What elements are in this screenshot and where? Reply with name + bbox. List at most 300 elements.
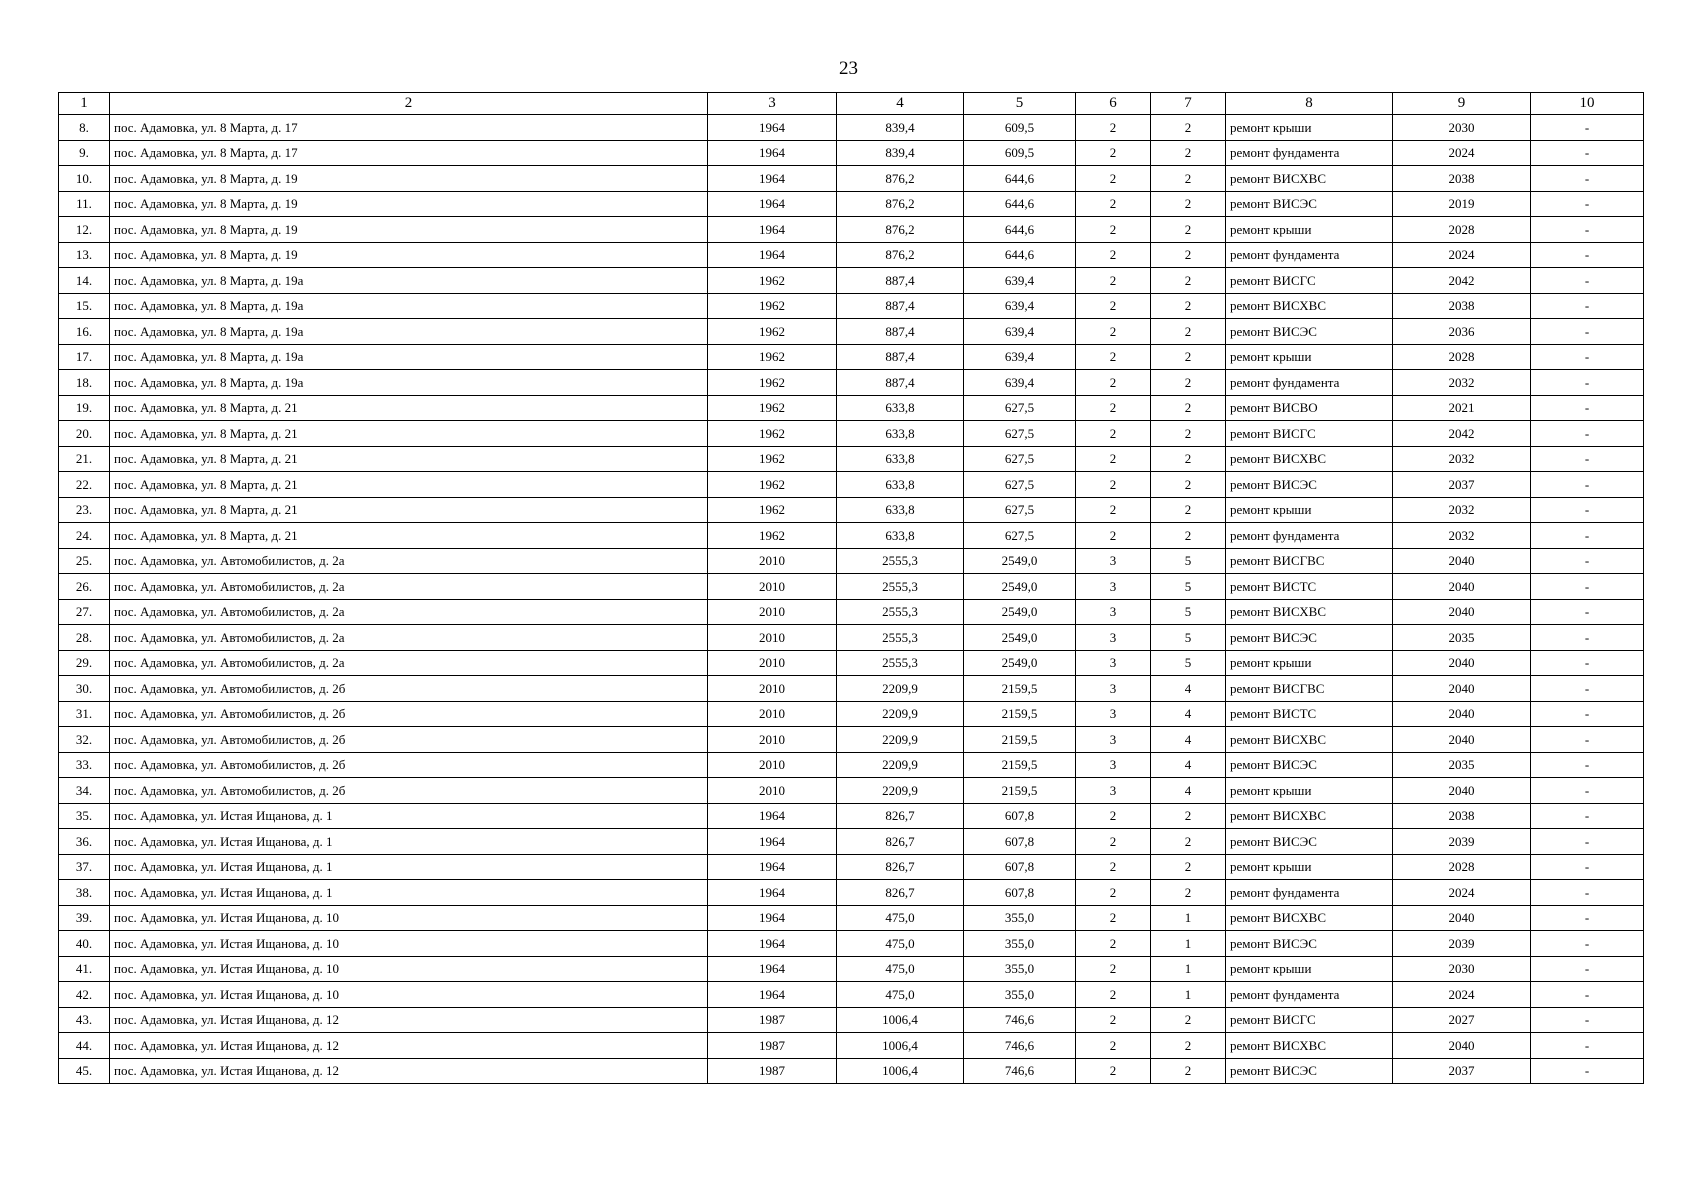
cell-work-type: ремонт фундамента <box>1226 523 1393 549</box>
cell-living-area: 607,8 <box>964 829 1076 855</box>
cell-living-area: 355,0 <box>964 931 1076 957</box>
cell-living-area: 644,6 <box>964 242 1076 268</box>
cell-entrances: 5 <box>1151 574 1226 600</box>
cell-address: пос. Адамовка, ул. 8 Марта, д. 19а <box>110 344 708 370</box>
cell-total-area: 475,0 <box>837 956 964 982</box>
cell-work-type: ремонт ВИСХВС <box>1226 166 1393 192</box>
cell-floors: 3 <box>1076 727 1151 753</box>
cell-planned-year: 2038 <box>1393 293 1531 319</box>
cell-floors: 2 <box>1076 803 1151 829</box>
cell-planned-year: 2042 <box>1393 268 1531 294</box>
column-header: 1 <box>59 93 110 115</box>
cell-total-area: 475,0 <box>837 931 964 957</box>
cell-floors: 2 <box>1076 982 1151 1008</box>
cell-work-type: ремонт фундамента <box>1226 982 1393 1008</box>
cell-row-number: 13. <box>59 242 110 268</box>
table-row <box>59 344 1644 370</box>
cell-entrances: 2 <box>1151 268 1226 294</box>
cell-row-number: 10. <box>59 166 110 192</box>
cell-planned-year: 2028 <box>1393 344 1531 370</box>
cell-note: - <box>1531 319 1644 345</box>
cell-row-number: 15. <box>59 293 110 319</box>
cell-floors: 3 <box>1076 650 1151 676</box>
cell-planned-year: 2040 <box>1393 1033 1531 1059</box>
cell-note: - <box>1531 931 1644 957</box>
cell-year-built: 1964 <box>708 217 837 243</box>
table-row <box>59 931 1644 957</box>
cell-row-number: 39. <box>59 905 110 931</box>
cell-living-area: 355,0 <box>964 956 1076 982</box>
table-row <box>59 982 1644 1008</box>
cell-total-area: 887,4 <box>837 293 964 319</box>
cell-note: - <box>1531 446 1644 472</box>
cell-total-area: 475,0 <box>837 982 964 1008</box>
cell-address: пос. Адамовка, ул. Истая Ищанова, д. 12 <box>110 1007 708 1033</box>
table-row <box>59 650 1644 676</box>
cell-total-area: 887,4 <box>837 319 964 345</box>
cell-work-type: ремонт ВИСГС <box>1226 268 1393 294</box>
table-row <box>59 676 1644 702</box>
cell-address: пос. Адамовка, ул. Истая Ищанова, д. 1 <box>110 880 708 906</box>
cell-entrances: 4 <box>1151 752 1226 778</box>
cell-address: пос. Адамовка, ул. 8 Марта, д. 19 <box>110 217 708 243</box>
cell-year-built: 1962 <box>708 446 837 472</box>
column-header: 10 <box>1531 93 1644 115</box>
cell-planned-year: 2039 <box>1393 829 1531 855</box>
cell-year-built: 1962 <box>708 319 837 345</box>
cell-row-number: 40. <box>59 931 110 957</box>
cell-living-area: 607,8 <box>964 803 1076 829</box>
cell-work-type: ремонт крыши <box>1226 115 1393 141</box>
table-row <box>59 829 1644 855</box>
cell-living-area: 609,5 <box>964 140 1076 166</box>
cell-planned-year: 2024 <box>1393 880 1531 906</box>
cell-planned-year: 2024 <box>1393 242 1531 268</box>
cell-entrances: 2 <box>1151 115 1226 141</box>
cell-note: - <box>1531 752 1644 778</box>
cell-row-number: 31. <box>59 701 110 727</box>
cell-planned-year: 2040 <box>1393 727 1531 753</box>
cell-total-area: 633,8 <box>837 497 964 523</box>
cell-row-number: 35. <box>59 803 110 829</box>
cell-work-type: ремонт фундамента <box>1226 140 1393 166</box>
table-row <box>59 166 1644 192</box>
cell-note: - <box>1531 574 1644 600</box>
table-body <box>59 115 1644 1084</box>
cell-note: - <box>1531 344 1644 370</box>
cell-row-number: 22. <box>59 472 110 498</box>
cell-year-built: 1964 <box>708 191 837 217</box>
cell-entrances: 2 <box>1151 293 1226 319</box>
cell-floors: 2 <box>1076 140 1151 166</box>
cell-planned-year: 2040 <box>1393 905 1531 931</box>
cell-total-area: 2555,3 <box>837 599 964 625</box>
cell-living-area: 2159,5 <box>964 752 1076 778</box>
cell-address: пос. Адамовка, ул. 8 Марта, д. 21 <box>110 497 708 523</box>
cell-row-number: 8. <box>59 115 110 141</box>
cell-floors: 2 <box>1076 854 1151 880</box>
column-header: 8 <box>1226 93 1393 115</box>
cell-address: пос. Адамовка, ул. Истая Ищанова, д. 1 <box>110 803 708 829</box>
cell-address: пос. Адамовка, ул. 8 Марта, д. 19 <box>110 166 708 192</box>
cell-planned-year: 2036 <box>1393 319 1531 345</box>
column-header: 7 <box>1151 93 1226 115</box>
cell-planned-year: 2021 <box>1393 395 1531 421</box>
cell-work-type: ремонт ВИСЭС <box>1226 191 1393 217</box>
table-row <box>59 1058 1644 1084</box>
cell-living-area: 627,5 <box>964 446 1076 472</box>
cell-work-type: ремонт ВИСХВС <box>1226 905 1393 931</box>
table-row <box>59 140 1644 166</box>
cell-note: - <box>1531 115 1644 141</box>
cell-floors: 2 <box>1076 1007 1151 1033</box>
cell-address: пос. Адамовка, ул. Истая Ищанова, д. 10 <box>110 931 708 957</box>
cell-address: пос. Адамовка, ул. Истая Ищанова, д. 1 <box>110 854 708 880</box>
cell-entrances: 2 <box>1151 803 1226 829</box>
table-row <box>59 293 1644 319</box>
cell-living-area: 607,8 <box>964 854 1076 880</box>
cell-address: пос. Адамовка, ул. 8 Марта, д. 21 <box>110 421 708 447</box>
cell-year-built: 1964 <box>708 166 837 192</box>
cell-address: пос. Адамовка, ул. 8 Марта, д. 17 <box>110 140 708 166</box>
cell-floors: 2 <box>1076 370 1151 396</box>
cell-note: - <box>1531 625 1644 651</box>
cell-note: - <box>1531 982 1644 1008</box>
header-row <box>59 93 1644 115</box>
cell-planned-year: 2037 <box>1393 472 1531 498</box>
cell-total-area: 1006,4 <box>837 1033 964 1059</box>
cell-year-built: 2010 <box>708 574 837 600</box>
cell-total-area: 826,7 <box>837 854 964 880</box>
table-row <box>59 548 1644 574</box>
cell-planned-year: 2037 <box>1393 1058 1531 1084</box>
cell-note: - <box>1531 140 1644 166</box>
cell-address: пос. Адамовка, ул. 8 Марта, д. 17 <box>110 115 708 141</box>
cell-year-built: 2010 <box>708 676 837 702</box>
cell-entrances: 5 <box>1151 625 1226 651</box>
cell-note: - <box>1531 242 1644 268</box>
cell-planned-year: 2028 <box>1393 854 1531 880</box>
cell-total-area: 2209,9 <box>837 778 964 804</box>
table-row <box>59 242 1644 268</box>
cell-floors: 3 <box>1076 701 1151 727</box>
cell-total-area: 887,4 <box>837 344 964 370</box>
table-row <box>59 115 1644 141</box>
repair-schedule-table <box>58 92 1644 1084</box>
cell-row-number: 14. <box>59 268 110 294</box>
cell-total-area: 633,8 <box>837 472 964 498</box>
cell-planned-year: 2038 <box>1393 803 1531 829</box>
cell-entrances: 5 <box>1151 650 1226 676</box>
cell-work-type: ремонт ВИСГВС <box>1226 548 1393 574</box>
table-row <box>59 880 1644 906</box>
cell-year-built: 1964 <box>708 880 837 906</box>
cell-planned-year: 2032 <box>1393 370 1531 396</box>
cell-entrances: 2 <box>1151 421 1226 447</box>
cell-year-built: 2010 <box>708 599 837 625</box>
table-row <box>59 752 1644 778</box>
cell-note: - <box>1531 727 1644 753</box>
cell-entrances: 2 <box>1151 1033 1226 1059</box>
cell-work-type: ремонт ВИСХВС <box>1226 1033 1393 1059</box>
cell-total-area: 826,7 <box>837 803 964 829</box>
cell-work-type: ремонт ВИСЭС <box>1226 1058 1393 1084</box>
cell-address: пос. Адамовка, ул. 8 Марта, д. 21 <box>110 446 708 472</box>
cell-note: - <box>1531 829 1644 855</box>
cell-year-built: 2010 <box>708 727 837 753</box>
cell-work-type: ремонт ВИСГС <box>1226 1007 1393 1033</box>
cell-total-area: 839,4 <box>837 140 964 166</box>
cell-note: - <box>1531 854 1644 880</box>
cell-year-built: 1964 <box>708 115 837 141</box>
cell-planned-year: 2040 <box>1393 676 1531 702</box>
cell-total-area: 633,8 <box>837 421 964 447</box>
cell-address: пос. Адамовка, ул. 8 Марта, д. 19а <box>110 293 708 319</box>
cell-living-area: 355,0 <box>964 982 1076 1008</box>
cell-address: пос. Адамовка, ул. Истая Ищанова, д. 12 <box>110 1058 708 1084</box>
cell-living-area: 644,6 <box>964 217 1076 243</box>
cell-planned-year: 2040 <box>1393 599 1531 625</box>
cell-living-area: 2159,5 <box>964 701 1076 727</box>
cell-year-built: 1964 <box>708 931 837 957</box>
cell-living-area: 2549,0 <box>964 625 1076 651</box>
table-row <box>59 191 1644 217</box>
cell-entrances: 2 <box>1151 242 1226 268</box>
cell-entrances: 5 <box>1151 599 1226 625</box>
cell-year-built: 2010 <box>708 752 837 778</box>
cell-living-area: 355,0 <box>964 905 1076 931</box>
cell-floors: 2 <box>1076 829 1151 855</box>
cell-work-type: ремонт ВИСЭС <box>1226 472 1393 498</box>
cell-entrances: 2 <box>1151 370 1226 396</box>
cell-row-number: 27. <box>59 599 110 625</box>
cell-address: пос. Адамовка, ул. 8 Марта, д. 19а <box>110 268 708 294</box>
cell-work-type: ремонт фундамента <box>1226 880 1393 906</box>
cell-entrances: 4 <box>1151 727 1226 753</box>
cell-entrances: 2 <box>1151 829 1226 855</box>
cell-planned-year: 2032 <box>1393 523 1531 549</box>
cell-address: пос. Адамовка, ул. Автомобилистов, д. 2а <box>110 574 708 600</box>
cell-entrances: 4 <box>1151 676 1226 702</box>
table-row <box>59 268 1644 294</box>
cell-floors: 2 <box>1076 395 1151 421</box>
cell-entrances: 2 <box>1151 217 1226 243</box>
cell-living-area: 627,5 <box>964 497 1076 523</box>
cell-year-built: 1964 <box>708 140 837 166</box>
cell-floors: 3 <box>1076 599 1151 625</box>
cell-row-number: 44. <box>59 1033 110 1059</box>
cell-living-area: 2159,5 <box>964 778 1076 804</box>
cell-address: пос. Адамовка, ул. 8 Марта, д. 21 <box>110 523 708 549</box>
cell-entrances: 4 <box>1151 778 1226 804</box>
cell-row-number: 26. <box>59 574 110 600</box>
cell-year-built: 1987 <box>708 1058 837 1084</box>
table-row <box>59 319 1644 345</box>
cell-row-number: 30. <box>59 676 110 702</box>
cell-address: пос. Адамовка, ул. Автомобилистов, д. 2а <box>110 650 708 676</box>
cell-entrances: 1 <box>1151 982 1226 1008</box>
cell-address: пос. Адамовка, ул. Автомобилистов, д. 2а <box>110 548 708 574</box>
cell-row-number: 19. <box>59 395 110 421</box>
cell-total-area: 876,2 <box>837 242 964 268</box>
cell-living-area: 639,4 <box>964 319 1076 345</box>
cell-entrances: 2 <box>1151 140 1226 166</box>
table-row <box>59 472 1644 498</box>
table-row <box>59 803 1644 829</box>
cell-living-area: 746,6 <box>964 1007 1076 1033</box>
cell-work-type: ремонт ВИСЭС <box>1226 931 1393 957</box>
cell-address: пос. Адамовка, ул. Истая Ищанова, д. 10 <box>110 905 708 931</box>
cell-row-number: 34. <box>59 778 110 804</box>
cell-note: - <box>1531 191 1644 217</box>
cell-floors: 2 <box>1076 191 1151 217</box>
cell-entrances: 2 <box>1151 1058 1226 1084</box>
cell-floors: 2 <box>1076 217 1151 243</box>
table-row <box>59 1033 1644 1059</box>
cell-total-area: 839,4 <box>837 115 964 141</box>
column-header: 3 <box>708 93 837 115</box>
cell-year-built: 2010 <box>708 548 837 574</box>
cell-planned-year: 2030 <box>1393 956 1531 982</box>
cell-work-type: ремонт крыши <box>1226 497 1393 523</box>
cell-floors: 2 <box>1076 446 1151 472</box>
cell-note: - <box>1531 599 1644 625</box>
cell-living-area: 2549,0 <box>964 599 1076 625</box>
cell-planned-year: 2024 <box>1393 982 1531 1008</box>
cell-total-area: 887,4 <box>837 370 964 396</box>
cell-entrances: 1 <box>1151 905 1226 931</box>
cell-living-area: 609,5 <box>964 115 1076 141</box>
cell-row-number: 17. <box>59 344 110 370</box>
column-header: 5 <box>964 93 1076 115</box>
cell-year-built: 1962 <box>708 395 837 421</box>
cell-living-area: 644,6 <box>964 191 1076 217</box>
cell-floors: 3 <box>1076 574 1151 600</box>
column-header: 4 <box>837 93 964 115</box>
cell-row-number: 37. <box>59 854 110 880</box>
cell-note: - <box>1531 880 1644 906</box>
cell-living-area: 746,6 <box>964 1058 1076 1084</box>
cell-note: - <box>1531 293 1644 319</box>
table-row <box>59 778 1644 804</box>
cell-note: - <box>1531 650 1644 676</box>
cell-note: - <box>1531 166 1644 192</box>
cell-planned-year: 2032 <box>1393 497 1531 523</box>
cell-living-area: 639,4 <box>964 370 1076 396</box>
cell-work-type: ремонт ВИСХВС <box>1226 803 1393 829</box>
cell-floors: 2 <box>1076 905 1151 931</box>
cell-year-built: 1964 <box>708 905 837 931</box>
cell-work-type: ремонт ВИСЭС <box>1226 829 1393 855</box>
cell-total-area: 2209,9 <box>837 727 964 753</box>
page-number: 23 <box>839 58 858 79</box>
cell-note: - <box>1531 472 1644 498</box>
cell-year-built: 1962 <box>708 421 837 447</box>
table-row <box>59 625 1644 651</box>
table-row <box>59 1007 1644 1033</box>
cell-work-type: ремонт ВИСТС <box>1226 701 1393 727</box>
cell-year-built: 1987 <box>708 1033 837 1059</box>
cell-year-built: 1964 <box>708 854 837 880</box>
cell-work-type: ремонт ВИСГВС <box>1226 676 1393 702</box>
cell-note: - <box>1531 370 1644 396</box>
cell-address: пос. Адамовка, ул. Автомобилистов, д. 2а <box>110 625 708 651</box>
cell-note: - <box>1531 676 1644 702</box>
cell-address: пос. Адамовка, ул. Истая Ищанова, д. 10 <box>110 982 708 1008</box>
cell-work-type: ремонт крыши <box>1226 778 1393 804</box>
column-header: 9 <box>1393 93 1531 115</box>
cell-row-number: 24. <box>59 523 110 549</box>
cell-row-number: 21. <box>59 446 110 472</box>
cell-entrances: 1 <box>1151 956 1226 982</box>
cell-note: - <box>1531 548 1644 574</box>
cell-note: - <box>1531 778 1644 804</box>
cell-floors: 3 <box>1076 778 1151 804</box>
cell-work-type: ремонт ВИСЭС <box>1226 319 1393 345</box>
cell-note: - <box>1531 803 1644 829</box>
cell-living-area: 2159,5 <box>964 727 1076 753</box>
cell-row-number: 28. <box>59 625 110 651</box>
cell-entrances: 2 <box>1151 523 1226 549</box>
table-row <box>59 497 1644 523</box>
cell-address: пос. Адамовка, ул. 8 Марта, д. 19 <box>110 242 708 268</box>
cell-entrances: 2 <box>1151 191 1226 217</box>
cell-row-number: 23. <box>59 497 110 523</box>
cell-note: - <box>1531 421 1644 447</box>
cell-total-area: 887,4 <box>837 268 964 294</box>
cell-note: - <box>1531 497 1644 523</box>
cell-year-built: 1962 <box>708 293 837 319</box>
cell-row-number: 12. <box>59 217 110 243</box>
cell-floors: 3 <box>1076 752 1151 778</box>
cell-living-area: 644,6 <box>964 166 1076 192</box>
table-row <box>59 523 1644 549</box>
cell-floors: 2 <box>1076 242 1151 268</box>
cell-entrances: 2 <box>1151 446 1226 472</box>
cell-entrances: 2 <box>1151 472 1226 498</box>
cell-address: пос. Адамовка, ул. Автомобилистов, д. 2б <box>110 752 708 778</box>
cell-year-built: 1962 <box>708 523 837 549</box>
table-row <box>59 854 1644 880</box>
cell-row-number: 20. <box>59 421 110 447</box>
cell-entrances: 4 <box>1151 701 1226 727</box>
cell-floors: 2 <box>1076 1033 1151 1059</box>
cell-row-number: 36. <box>59 829 110 855</box>
cell-floors: 2 <box>1076 472 1151 498</box>
cell-planned-year: 2019 <box>1393 191 1531 217</box>
cell-living-area: 627,5 <box>964 421 1076 447</box>
cell-entrances: 1 <box>1151 931 1226 957</box>
cell-living-area: 627,5 <box>964 395 1076 421</box>
cell-floors: 2 <box>1076 523 1151 549</box>
cell-work-type: ремонт ВИСЭС <box>1226 625 1393 651</box>
cell-entrances: 2 <box>1151 854 1226 880</box>
cell-floors: 2 <box>1076 1058 1151 1084</box>
cell-work-type: ремонт ВИСТС <box>1226 574 1393 600</box>
cell-address: пос. Адамовка, ул. Автомобилистов, д. 2б <box>110 727 708 753</box>
cell-row-number: 33. <box>59 752 110 778</box>
cell-total-area: 1006,4 <box>837 1007 964 1033</box>
cell-address: пос. Адамовка, ул. Истая Ищанова, д. 10 <box>110 956 708 982</box>
cell-address: пос. Адамовка, ул. 8 Марта, д. 21 <box>110 395 708 421</box>
cell-note: - <box>1531 956 1644 982</box>
cell-address: пос. Адамовка, ул. 8 Марта, д. 19а <box>110 319 708 345</box>
table-row <box>59 905 1644 931</box>
cell-address: пос. Адамовка, ул. Истая Ищанова, д. 1 <box>110 829 708 855</box>
cell-work-type: ремонт ВИСХВС <box>1226 727 1393 753</box>
cell-work-type: ремонт крыши <box>1226 650 1393 676</box>
cell-year-built: 1962 <box>708 497 837 523</box>
